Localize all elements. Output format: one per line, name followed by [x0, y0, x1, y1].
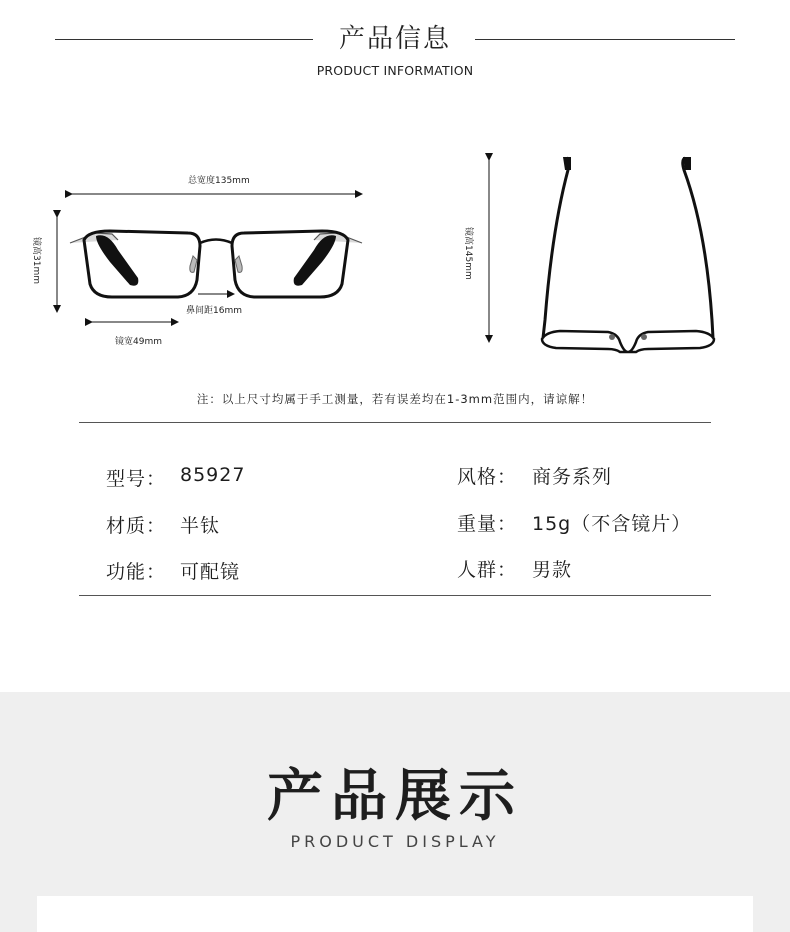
- glasses-top-diagram: [440, 150, 740, 360]
- section-title-product-info: 产品信息: [338, 24, 451, 54]
- section-subtitle-product-display: PRODUCT DISPLAY: [290, 832, 500, 851]
- spec-function-label: 功能：: [106, 561, 167, 583]
- spec-weight-value: 15g（不含镜片）: [532, 513, 692, 535]
- spec-material-label: 材质：: [106, 515, 167, 537]
- dimension-temple-length: 镜高145mm: [463, 227, 473, 280]
- dimension-lens-height: 镜高31mm: [31, 237, 41, 284]
- spec-model-label: 型号：: [106, 468, 167, 490]
- spec-function-value: 可配镜: [180, 561, 241, 583]
- display-image-card: [37, 896, 753, 932]
- dimension-bridge: 鼻间距16mm: [186, 306, 242, 316]
- divider-bottom: [79, 595, 711, 596]
- spec-model-value: 85927: [180, 464, 246, 486]
- spec-style-label: 风格：: [457, 466, 518, 488]
- spec-material-value: 半钛: [180, 515, 221, 537]
- section-title-product-display: 产品展示: [267, 764, 523, 829]
- spec-style-value: 商务系列: [532, 466, 613, 488]
- spec-audience-label: 人群：: [457, 559, 518, 581]
- spec-audience-value: 男款: [532, 559, 573, 581]
- section-subtitle-product-info: PRODUCT INFORMATION: [316, 63, 474, 78]
- dimension-total-width: 总宽度135mm: [188, 176, 250, 186]
- measurement-note: 注：以上尺寸均属于手工测量，若有误差均在1-3mm范围内，请谅解！: [196, 392, 594, 406]
- divider-top: [79, 422, 711, 423]
- dimension-lens-width: 镜宽49mm: [115, 337, 162, 347]
- spec-weight-label: 重量：: [457, 513, 518, 535]
